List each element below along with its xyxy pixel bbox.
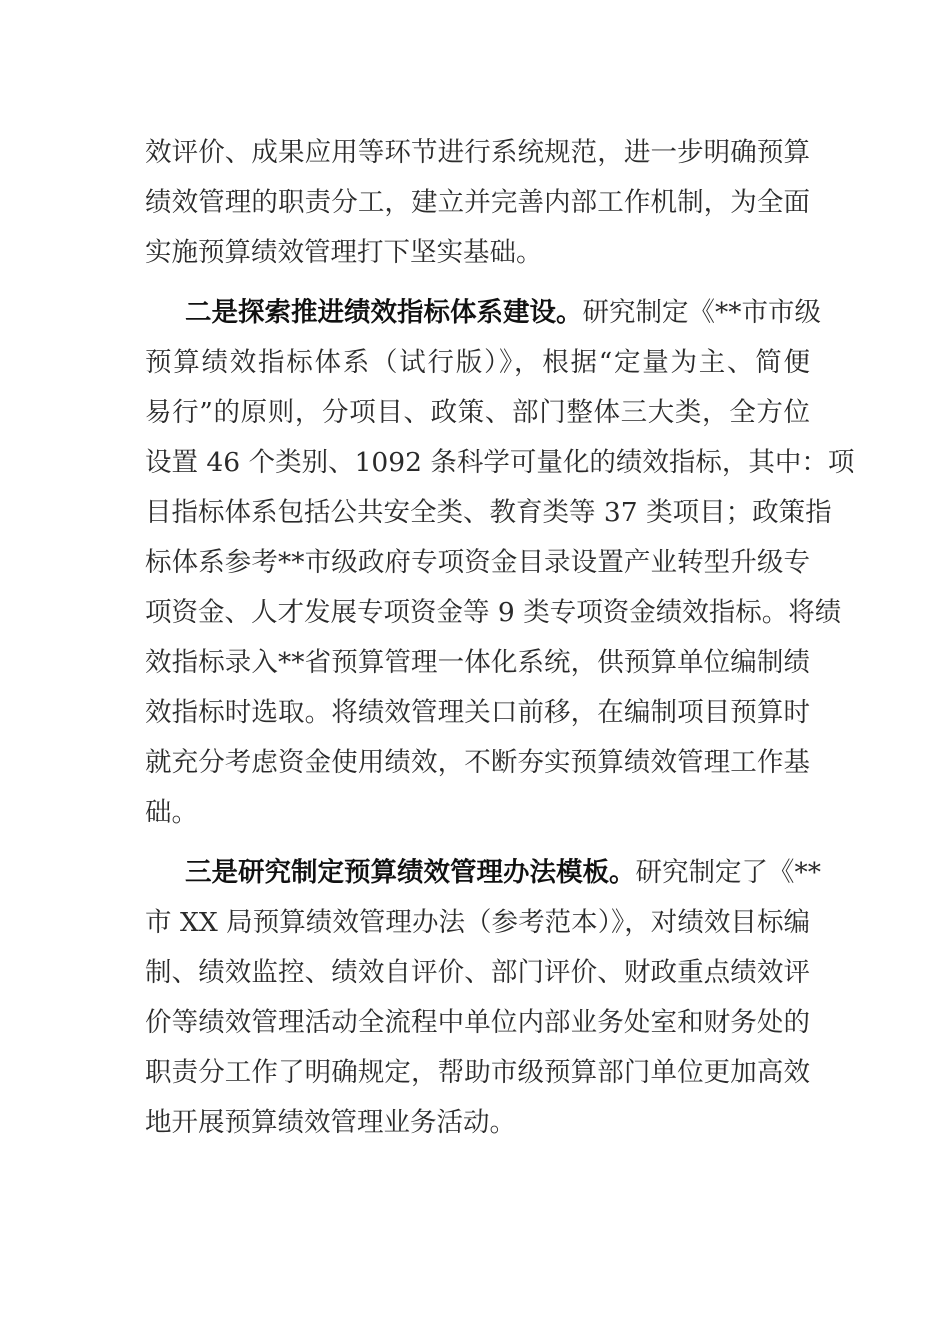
text-line: 目指标体系包括公共安全类、教育类等 37 类项目；政策指 — [145, 497, 832, 528]
text-line: 易行”的原则，分项目、政策、部门整体三大类，全方位 — [145, 397, 810, 428]
text-line: 价等绩效管理活动全流程中单位内部业务处室和财务处的 — [145, 1007, 810, 1038]
text-span: 研究制定了《** — [635, 857, 821, 888]
text-line: 预算绩效指标体系（试行版）》，根据“定量为主、简便 — [145, 347, 810, 378]
text-line: 制、绩效监控、绩效自评价、部门评价、财政重点绩效评 — [145, 957, 810, 988]
text-span: 研究制定《**市市级 — [582, 297, 821, 328]
text-line: 设置 46 个类别、1092 条科学可量化的绩效指标，其中：项 — [145, 447, 855, 478]
text-line: 职责分工作了明确规定，帮助市级预算部门单位更加高效 — [145, 1057, 810, 1088]
text-line: 地开展预算绩效管理业务活动。 — [145, 1107, 516, 1138]
text-line: 市 XX 局预算绩效管理办法（参考范本）》，对绩效目标编 — [145, 907, 810, 938]
paragraph-heading: 三是研究制定预算绩效管理办法模板。 — [185, 857, 636, 888]
paragraph-heading: 二是探索推进绩效指标体系建设。 — [185, 297, 583, 328]
text-line: 标体系参考**市级政府专项资金目录设置产业转型升级专 — [145, 547, 810, 578]
paragraph-first-line — [185, 848, 821, 898]
text-line: 效指标录入**省预算管理一体化系统，供预算单位编制绩 — [145, 647, 810, 678]
text-line: 绩效管理的职责分工，建立并完善内部工作机制，为全面 — [145, 187, 810, 218]
text-line: 项资金、人才发展专项资金等 9 类专项资金绩效指标。将绩 — [145, 597, 842, 628]
text-line: 础。 — [145, 797, 198, 828]
text-line: 实施预算绩效管理打下坚实基础。 — [145, 237, 543, 268]
paragraph-first-line — [185, 288, 821, 338]
text-line: 就充分考虑资金使用绩效，不断夯实预算绩效管理工作基 — [145, 747, 810, 778]
text-line: 效评价、成果应用等环节进行系统规范，进一步明确预算 — [145, 137, 810, 168]
text-line: 效指标时选取。将绩效管理关口前移，在编制项目预算时 — [145, 697, 810, 728]
